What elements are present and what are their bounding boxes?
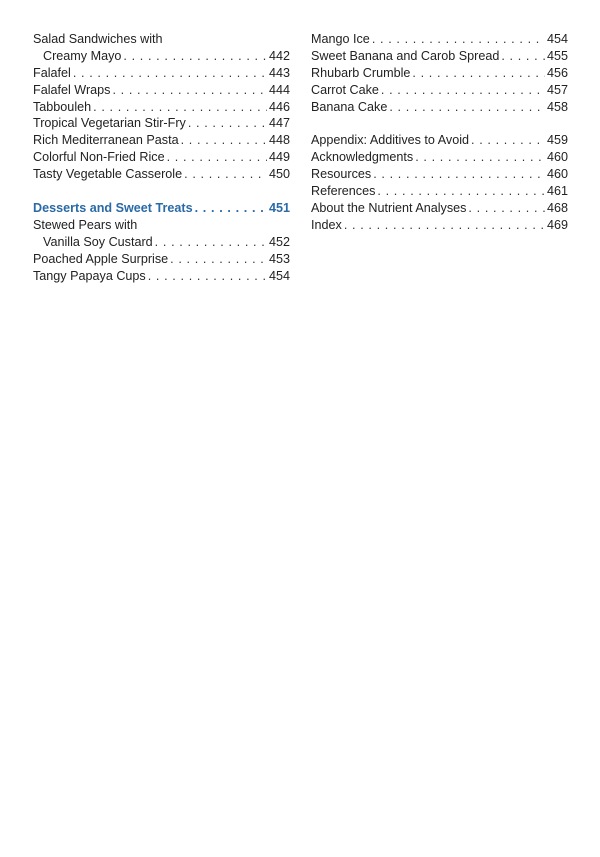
dot-leader xyxy=(372,31,545,48)
toc-entry xyxy=(33,251,290,268)
toc-entry-title: Rich Mediterranean Pasta xyxy=(33,133,179,148)
toc-entry-page: 442 xyxy=(268,48,290,63)
toc-entry xyxy=(33,82,290,99)
dot-leader xyxy=(148,268,267,285)
toc-entry-page: 458 xyxy=(546,99,568,114)
dot-leader xyxy=(123,48,267,65)
toc-entry-page: 449 xyxy=(268,150,290,165)
dot-leader xyxy=(188,115,267,132)
toc-entry xyxy=(33,99,290,116)
toc-entry-page: 446 xyxy=(268,99,290,114)
dot-leader xyxy=(501,48,545,65)
toc-entry-page: 444 xyxy=(268,82,290,97)
toc-entry xyxy=(311,65,568,82)
toc-entry xyxy=(33,65,290,82)
dot-leader xyxy=(471,132,545,149)
toc-entry-page: 456 xyxy=(546,65,568,80)
toc-entry-page: 455 xyxy=(546,48,568,63)
toc-entry xyxy=(33,217,290,234)
toc-entry-title: Index xyxy=(311,217,342,232)
toc-entry xyxy=(311,166,568,183)
toc-entry-title: Banana Cake xyxy=(311,99,388,114)
toc-entry-title: Tropical Vegetarian Stir-Fry xyxy=(33,116,186,131)
dot-leader xyxy=(377,183,545,200)
toc-entry xyxy=(33,31,290,48)
dot-leader xyxy=(155,234,267,251)
toc-entry xyxy=(311,31,568,48)
dot-leader xyxy=(389,99,545,116)
toc-entry-title: Resources xyxy=(311,167,372,182)
section-gap xyxy=(311,115,568,132)
toc-entry xyxy=(33,268,290,285)
toc-entry xyxy=(33,115,290,132)
toc-entry xyxy=(33,149,290,166)
dot-leader xyxy=(412,65,545,82)
toc-entry-page: 461 xyxy=(546,184,568,199)
toc-entry xyxy=(311,82,568,99)
toc-entry-page: 469 xyxy=(546,217,568,232)
toc-entry-page: 457 xyxy=(546,82,568,97)
toc-entry xyxy=(33,166,290,183)
dot-leader xyxy=(167,149,267,166)
toc-entry xyxy=(311,149,568,166)
dot-leader xyxy=(381,82,545,99)
toc-entry-title: References xyxy=(311,184,376,199)
dot-leader xyxy=(415,149,545,166)
toc-entry-title: Salad Sandwiches with xyxy=(33,32,163,46)
toc-entry-page: 453 xyxy=(268,251,290,266)
toc-entry-title: Colorful Non-Fried Rice xyxy=(33,150,165,165)
toc-entry xyxy=(311,217,568,234)
toc-entry-title: Acknowledgments xyxy=(311,150,414,165)
dot-leader xyxy=(170,251,267,268)
toc-entry-page: 452 xyxy=(268,234,290,249)
toc-column-left xyxy=(33,31,290,284)
toc-entry-title: Appendix: Additives to Avoid xyxy=(311,133,469,148)
dot-leader xyxy=(468,200,545,217)
dot-leader xyxy=(73,65,267,82)
dot-leader xyxy=(112,82,267,99)
toc-entry-title: Tangy Papaya Cups xyxy=(33,268,146,283)
toc-entry-page: 460 xyxy=(546,167,568,182)
toc-entry-title: Carrot Cake xyxy=(311,82,379,97)
toc-entry-title: Poached Apple Surprise xyxy=(33,251,169,266)
toc-entry-page: 460 xyxy=(546,150,568,165)
toc-entry-page: 451 xyxy=(268,201,290,216)
toc-entry xyxy=(311,200,568,217)
toc-entry-title: Rhubarb Crumble xyxy=(311,65,411,80)
toc-entry xyxy=(33,132,290,149)
toc-entry-title: Desserts and Sweet Treats xyxy=(33,201,193,216)
toc-entry-page: 450 xyxy=(268,167,290,182)
section-gap xyxy=(33,183,290,200)
toc-entry-page: 448 xyxy=(268,133,290,148)
dot-leader xyxy=(195,200,267,217)
toc-column-right xyxy=(311,31,568,234)
dot-leader xyxy=(181,132,267,149)
toc-entry-page: 454 xyxy=(546,32,568,46)
toc-entry-title: Tasty Vegetable Casserole xyxy=(33,167,183,182)
toc-entry xyxy=(311,99,568,116)
toc-entry-title: Vanilla Soy Custard xyxy=(43,234,153,249)
toc-entry-title: Tabbouleh xyxy=(33,99,92,114)
toc-section-heading xyxy=(33,200,290,217)
toc-entry-title: Sweet Banana and Carob Spread xyxy=(311,48,500,63)
toc-entry-title: Mango Ice xyxy=(311,32,370,46)
toc-entry xyxy=(311,132,568,149)
toc-entry-page: 454 xyxy=(268,268,290,283)
toc-entry-page: 468 xyxy=(546,201,568,216)
dot-leader xyxy=(344,217,545,234)
toc-entry-title: About the Nutrient Analyses xyxy=(311,201,467,216)
toc-entry-title: Falafel Wraps xyxy=(33,82,111,97)
toc-entry-title: Creamy Mayo xyxy=(43,48,122,63)
toc-entry xyxy=(311,183,568,200)
toc-entry-page: 443 xyxy=(268,65,290,80)
dot-leader xyxy=(373,166,545,183)
toc-entry xyxy=(33,234,290,251)
toc-entry-title: Falafel xyxy=(33,65,71,80)
toc-entry-page: 447 xyxy=(268,116,290,131)
toc-entry xyxy=(311,48,568,65)
dot-leader xyxy=(93,99,267,116)
toc-entry-page: 459 xyxy=(546,133,568,148)
toc-entry xyxy=(33,48,290,65)
dot-leader xyxy=(184,166,267,183)
toc-entry-title: Stewed Pears with xyxy=(33,217,138,232)
